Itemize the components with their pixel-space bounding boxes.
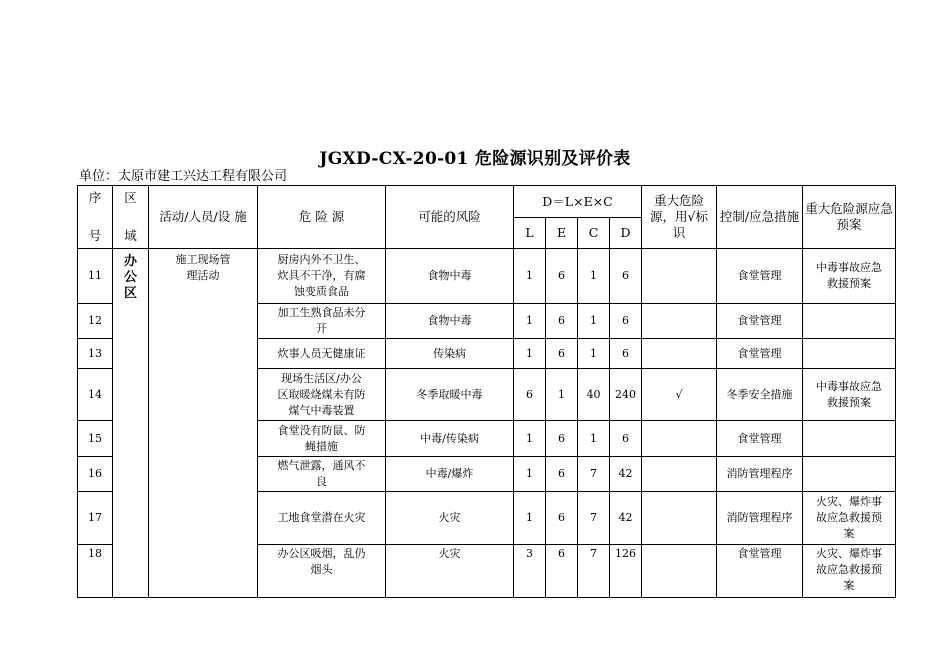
header-formula: D＝L×E×C	[514, 186, 642, 218]
cell-risk	[386, 492, 514, 545]
cell-D-text: 42	[618, 467, 633, 480]
cell-hazard-text: 燃气泄露，通风不良	[277, 459, 366, 488]
cell-risk	[386, 545, 514, 598]
cell-D	[610, 249, 642, 304]
cell-major	[642, 249, 717, 304]
cell-plan-text: 中毒事故应急救援预案	[816, 379, 883, 409]
cell-L	[514, 421, 546, 457]
cell-E-text: 6	[558, 314, 565, 327]
cell-L-text: 1	[526, 511, 533, 524]
cell-E-text: 6	[558, 269, 565, 282]
cell-risk-text: 食物中毒	[427, 314, 472, 327]
cell-D	[610, 369, 642, 421]
cell-L	[514, 545, 546, 598]
header-plan: 重大危险源应急预案	[803, 186, 896, 249]
cell-control	[717, 369, 803, 421]
cell-major	[642, 457, 717, 492]
cell-risk-text: 火灾	[438, 511, 461, 524]
cell-control	[717, 304, 803, 339]
cell-control	[717, 492, 803, 545]
cell-L-text: 1	[526, 269, 533, 282]
cell-E-text: 6	[558, 547, 565, 560]
cell-risk-text: 食物中毒	[427, 269, 472, 282]
cell-C	[578, 421, 610, 457]
table-row	[78, 249, 896, 304]
header-control: 控制/应急措施	[717, 186, 803, 249]
cell-seq: 13	[78, 339, 113, 369]
cell-seq: 14	[78, 369, 113, 421]
cell-D-text: 6	[622, 314, 630, 327]
cell-L-text: 1	[526, 431, 533, 445]
cell-L	[514, 457, 546, 492]
cell-major	[642, 369, 717, 421]
cell-E	[546, 457, 578, 492]
cell-control-text: 食堂管理	[737, 314, 782, 327]
cell-seq: 18	[78, 545, 113, 598]
cell-C-text: 7	[590, 511, 597, 524]
cell-plan	[803, 457, 896, 492]
cell-seq: 12	[78, 304, 113, 339]
cell-C-text: 7	[590, 547, 597, 560]
cell-D	[610, 545, 642, 598]
cell-hazard	[258, 249, 386, 304]
cell-C-text: 40	[586, 387, 601, 401]
cell-risk-text: 冬季取暖中毒	[416, 387, 483, 401]
cell-E	[546, 339, 578, 369]
cell-control-text: 消防管理程序	[726, 511, 793, 524]
cell-control-text: 食堂管理	[737, 269, 782, 282]
cell-plan	[803, 339, 896, 369]
cell-E-text: 6	[558, 511, 565, 524]
header-hazard: 危 险 源	[258, 186, 386, 249]
cell-E	[546, 421, 578, 457]
page-title: JGXD-CX-20-01 危险源识别及评价表	[319, 149, 631, 169]
cell-major	[642, 304, 717, 339]
cell-hazard-text: 食堂没有防鼠、防蝇措施	[277, 423, 366, 453]
cell-region	[113, 249, 149, 598]
cell-C-text: 1	[590, 314, 597, 327]
cell-hazard	[258, 457, 386, 492]
cell-hazard-text: 炊事人员无健康证	[277, 346, 366, 360]
cell-C-text: 7	[590, 467, 597, 480]
cell-plan	[803, 369, 896, 421]
header-region	[113, 186, 149, 249]
header-major: 重大危险源，用√标识	[642, 186, 717, 249]
cell-E-text: 6	[558, 346, 565, 360]
cell-major	[642, 339, 717, 369]
cell-seq: 17	[78, 492, 113, 545]
cell-risk	[386, 249, 514, 304]
cell-control-text: 食堂管理	[737, 547, 782, 560]
cell-L	[514, 369, 546, 421]
cell-L	[514, 304, 546, 339]
cell-hazard-text: 厨房内外不卫生、炊具不干净，有腐蚀变质食品	[277, 253, 366, 298]
cell-D-text: 126	[615, 547, 637, 560]
unit-label: 单位：太原市建工兴达工程有限公司	[79, 169, 288, 184]
cell-control	[717, 421, 803, 457]
cell-C	[578, 304, 610, 339]
activity-text: 施工现场管理活动	[175, 253, 231, 282]
cell-seq: 16	[78, 457, 113, 492]
cell-L-text: 1	[526, 467, 533, 480]
cell-E-text: 6	[558, 431, 565, 445]
cell-D-text: 42	[618, 511, 633, 524]
cell-hazard	[258, 492, 386, 545]
cell-plan	[803, 249, 896, 304]
cell-plan-text: 中毒事故应急救援预案	[816, 261, 883, 290]
cell-plan	[803, 492, 896, 545]
cell-risk	[386, 369, 514, 421]
cell-L-text: 1	[526, 314, 533, 327]
header-E: E	[546, 218, 578, 249]
cell-C	[578, 545, 610, 598]
cell-control-text: 冬季安全措施	[726, 387, 793, 401]
cell-risk	[386, 339, 514, 369]
cell-C	[578, 369, 610, 421]
cell-major	[642, 492, 717, 545]
cell-risk	[386, 304, 514, 339]
cell-E	[546, 369, 578, 421]
cell-risk	[386, 421, 514, 457]
cell-L-text: 1	[526, 346, 533, 360]
cell-risk-text: 中毒/传染病	[420, 431, 479, 445]
cell-E-text: 6	[558, 467, 565, 480]
cell-L-text: 6	[526, 387, 533, 401]
cell-hazard	[258, 339, 386, 369]
header-region-bottom: 域	[124, 228, 137, 243]
cell-C	[578, 339, 610, 369]
header-seq-bottom: 号	[88, 228, 102, 243]
cell-risk-text: 传染病	[433, 346, 466, 360]
cell-D	[610, 421, 642, 457]
hazard-table	[77, 185, 896, 598]
cell-plan	[803, 545, 896, 598]
cell-hazard-text: 现场生活区/办公区取暖烧煤未有防煤气中毒装置	[277, 371, 366, 417]
cell-D	[610, 457, 642, 492]
cell-hazard	[258, 421, 386, 457]
cell-major-text: √	[675, 387, 683, 401]
cell-D	[610, 339, 642, 369]
cell-plan	[803, 304, 896, 339]
cell-major	[642, 421, 717, 457]
cell-control-text: 食堂管理	[737, 346, 782, 360]
cell-D-text: 240	[615, 387, 637, 401]
cell-hazard	[258, 545, 386, 598]
cell-control	[717, 457, 803, 492]
cell-C	[578, 457, 610, 492]
header-C: C	[578, 218, 610, 249]
cell-control	[717, 339, 803, 369]
cell-E-text: 1	[558, 387, 565, 401]
cell-L	[514, 492, 546, 545]
cell-D-text: 6	[622, 269, 630, 282]
region-text: 办公区	[124, 254, 138, 301]
cell-L	[514, 339, 546, 369]
header-seq	[78, 186, 113, 249]
header-activity: 活动/人员/设 施	[149, 186, 258, 249]
cell-hazard	[258, 304, 386, 339]
cell-L-text: 3	[526, 547, 533, 560]
cell-hazard-text: 办公区吸烟，乱仍烟头	[277, 547, 366, 576]
header-D: D	[610, 218, 642, 249]
cell-hazard-text: 加工生熟食品未分开	[277, 306, 366, 335]
cell-C	[578, 492, 610, 545]
cell-D	[610, 304, 642, 339]
cell-control-text: 消防管理程序	[726, 467, 793, 480]
cell-plan	[803, 421, 896, 457]
cell-C-text: 1	[590, 346, 597, 360]
header-L: L	[514, 218, 546, 249]
cell-E	[546, 545, 578, 598]
cell-L	[514, 249, 546, 304]
cell-control	[717, 249, 803, 304]
cell-control-text: 食堂管理	[737, 431, 782, 445]
cell-hazard-text: 工地食堂潜在火灾	[277, 511, 366, 524]
cell-activity	[149, 249, 258, 598]
cell-C-text: 1	[590, 269, 597, 282]
cell-risk-text: 中毒/爆炸	[425, 467, 474, 480]
header-region-top: 区	[124, 190, 137, 205]
cell-C	[578, 249, 610, 304]
cell-control	[717, 545, 803, 598]
cell-plan-text: 火灾、爆炸事故应急救援预案	[816, 547, 883, 592]
cell-risk-text: 火灾	[438, 547, 461, 560]
cell-E	[546, 249, 578, 304]
cell-seq: 11	[78, 249, 113, 304]
cell-hazard	[258, 369, 386, 421]
cell-C-text: 1	[590, 431, 597, 445]
cell-E	[546, 492, 578, 545]
header-risk: 可能的风险	[386, 186, 514, 249]
header-seq-top: 序	[88, 190, 102, 205]
cell-major	[642, 545, 717, 598]
header-row-1	[78, 186, 896, 218]
cell-D	[610, 492, 642, 545]
cell-D-text: 6	[622, 431, 630, 445]
cell-seq: 15	[78, 421, 113, 457]
cell-risk	[386, 457, 514, 492]
cell-E	[546, 304, 578, 339]
cell-plan-text: 火灾、爆炸事故应急救援预案	[816, 495, 883, 540]
cell-D-text: 6	[622, 346, 630, 360]
